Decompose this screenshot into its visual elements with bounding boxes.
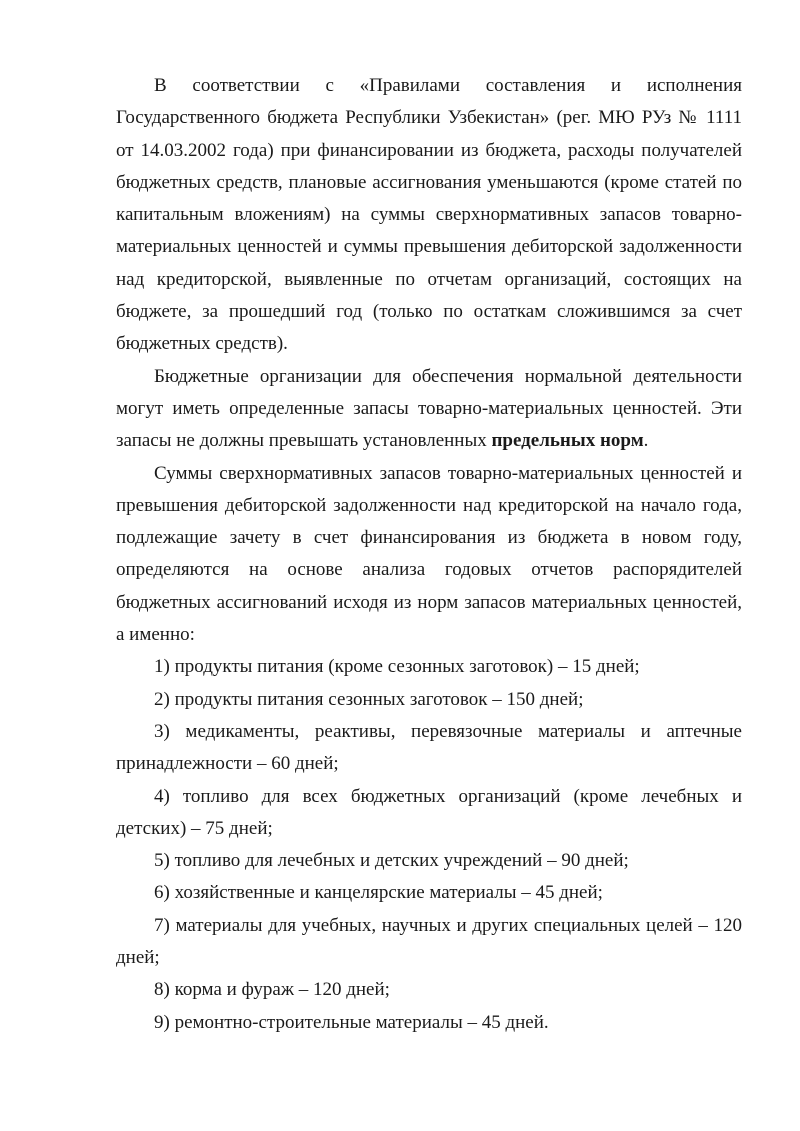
paragraph-inventory-limits-end: .: [643, 430, 649, 452]
paragraph-budget-rules: В соответствии с «Правилами составления и исполнения Государственного бюджета Республики Узбекистан» (рег. МЮ РУз № 1111 от 14.03.2002 года) при финансировании из бюджета, расходы получателей бюджетных средств, плановые ассигнования уменьшаются (кроме статей по капитальным вложениям) на суммы сверхнормативных запасов товарно-материальных ценностей и суммы превышения дебиторской задолженности над кредиторской, выявленные по отчетам организаций, состоящих на бюджете, за прошедший год (только по остаткам сложившимся за счет бюджетных средств).: [116, 75, 742, 355]
norm-item-food: 1) продукты питания (кроме сезонных заготовок) – 15 дней;: [154, 656, 640, 678]
paragraph-excess-inventory: Суммы сверхнормативных запасов товарно-материальных ценностей и превышения дебиторской задолженности над кредиторской на начало года, подлежащие зачету в счет финансирования из бюджета в новом году, определяются на основе анализа годовых отчетов распорядителей бюджетных ассигнований исходя из норм запасов материальных ценностей, а именно:: [116, 462, 742, 646]
limit-norms-emphasis: предельных норм: [491, 430, 644, 452]
norm-item-fodder: 8) корма и фураж – 120 дней;: [154, 979, 390, 1001]
paragraph-inventory-limits-text: Бюджетные организации для обеспечения нормальной деятельности могут иметь определенные запасы товарно-материальных ценностей. Эти запасы не должны превышать установленных: [116, 365, 742, 452]
paragraph-inventory-limits: [116, 361, 742, 458]
document-body: [116, 70, 742, 1039]
norm-item-construction: 9) ремонтно-строительные материалы – 45 дней.: [154, 1011, 549, 1033]
norm-item-household: 6) хозяйственные и канцелярские материалы – 45 дней;: [154, 882, 603, 904]
norm-item-educational: 7) материалы для учебных, научных и других специальных целей – 120 дней;: [116, 914, 742, 969]
norm-item-fuel-general: 4) топливо для всех бюджетных организаций (кроме лечебных и детских) – 75 дней;: [116, 785, 742, 839]
norm-item-seasonal-food: 2) продукты питания сезонных заготовок – 150 дней;: [154, 688, 584, 710]
norm-item-fuel-medical: 5) топливо для лечебных и детских учреждений – 90 дней;: [154, 850, 629, 872]
norm-item-medicines: 3) медикаменты, реактивы, перевязочные материалы и аптечные принадлежности – 60 дней;: [116, 720, 742, 775]
